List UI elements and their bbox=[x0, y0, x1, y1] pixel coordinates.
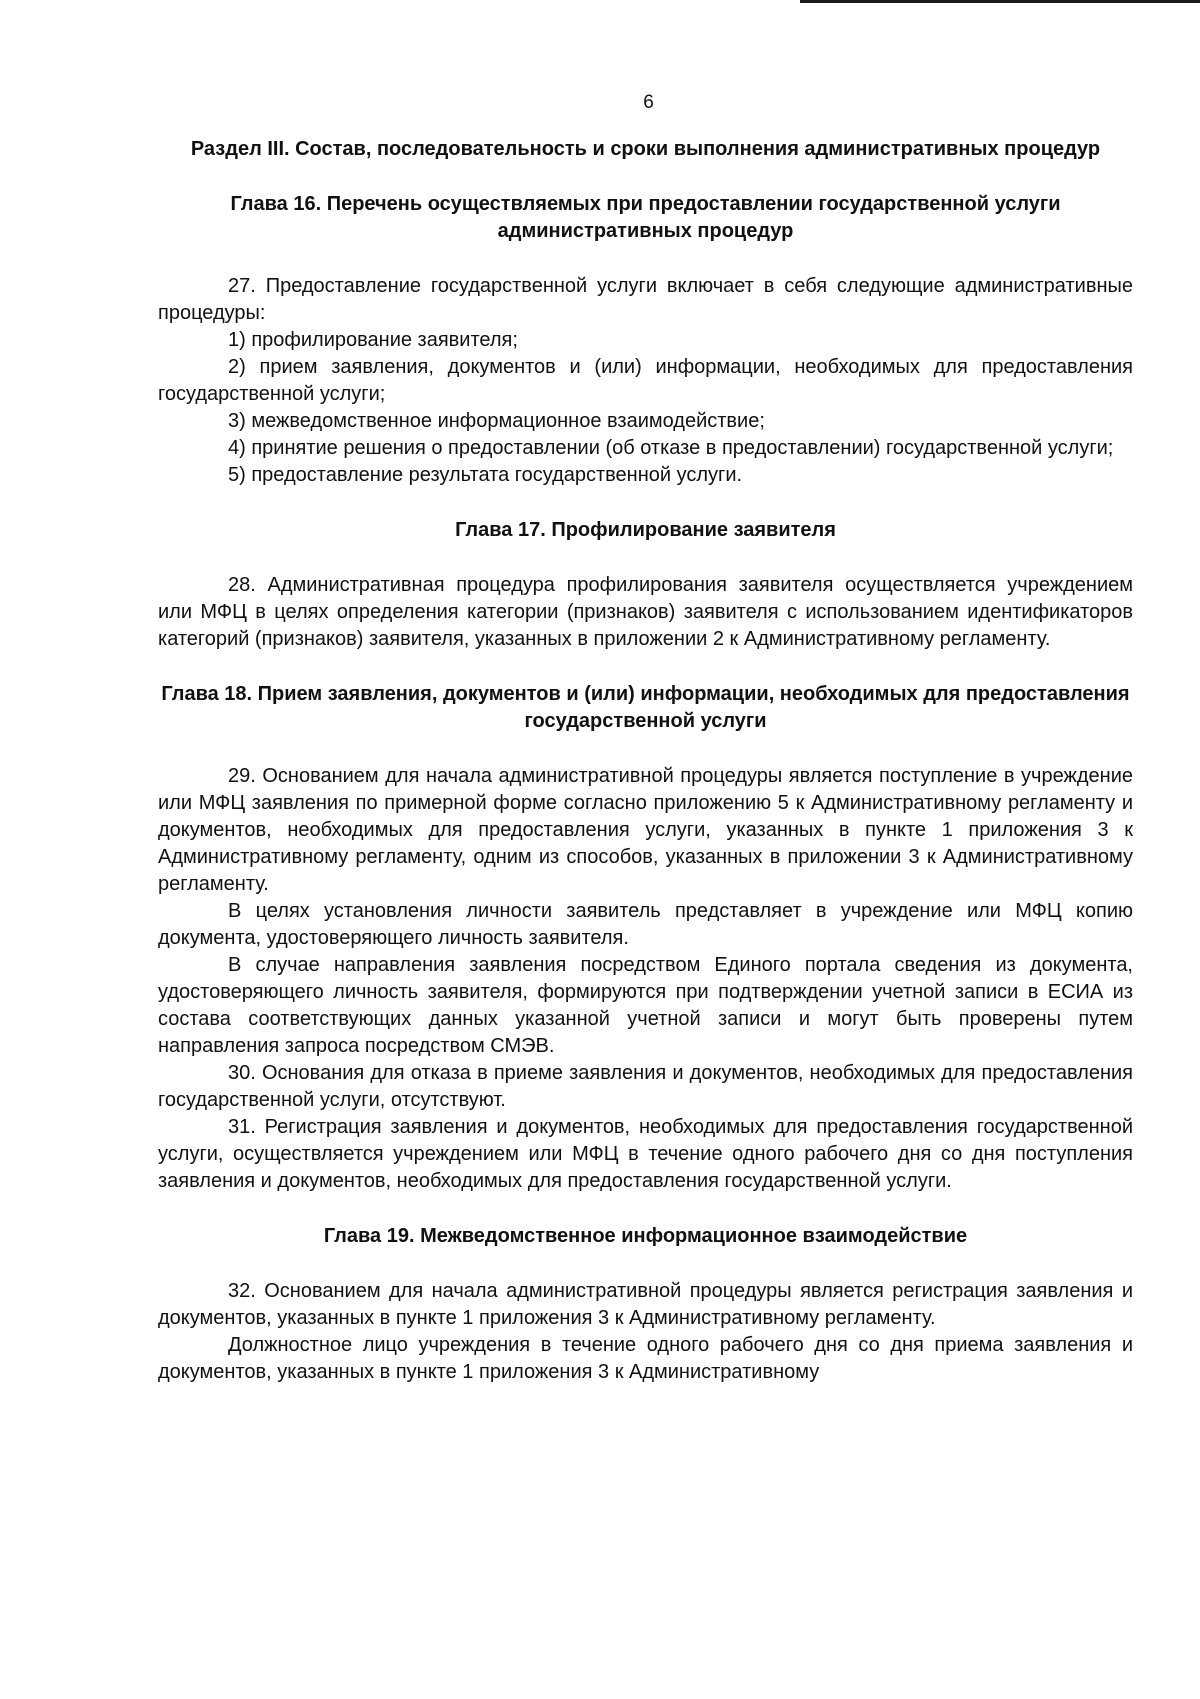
paragraph: В целях установления личности заявитель представляет в учреждение или МФЦ копию документа, удостоверяющего личность заявителя. bbox=[158, 900, 1133, 949]
list-item: 3) межведомственное информационное взаимодействие; bbox=[228, 410, 765, 432]
list-item: 4) принятие решения о предоставлении (об отказе в предоставлении) государственной услуги; bbox=[228, 437, 1114, 459]
paragraph-28: 28. Административная процедура профилирования заявителя осуществляется учреждением или МФЦ в целях определения категории (признаков) заявителя с использованием идентификаторов категорий (признаков) заявителя, указанных в приложении 2 к Административному регламенту. bbox=[158, 574, 1133, 650]
section-title: Раздел III. Состав, последовательность и сроки выполнения административных процедур bbox=[190, 138, 1101, 160]
paragraph-30: 30. Основания для отказа в приеме заявления и документов, необходимых для предоставления государственной услуги, отсутствуют. bbox=[158, 1062, 1133, 1111]
list-item: 5) предоставление результата государственной услуги. bbox=[228, 464, 743, 486]
chapter-19-body bbox=[158, 1278, 1133, 1386]
paragraph-32: 32. Основанием для начала административной процедуры является регистрация заявления и документов, указанных в пункте 1 приложения 3 к Административному регламенту. bbox=[158, 1280, 1133, 1329]
chapter-17-body bbox=[158, 572, 1133, 653]
chapter-18-body bbox=[158, 763, 1133, 1195]
scan-top-edge-line bbox=[800, 0, 1200, 3]
list-item: 1) профилирование заявителя; bbox=[228, 329, 518, 351]
chapter-16-body bbox=[158, 273, 1133, 489]
page-number: 6 bbox=[643, 92, 654, 113]
chapter-18-title: Глава 18. Прием заявления, документов и (или) информации, необходимых для предоставления государственной услуги bbox=[161, 683, 1130, 732]
list-item: 2) прием заявления, документов и (или) информации, необходимых для предоставления государственной услуги; bbox=[158, 356, 1133, 405]
chapter-17-title: Глава 17. Профилирование заявителя bbox=[455, 519, 836, 541]
chapter-19-title: Глава 19. Межведомственное информационное взаимодействие bbox=[323, 1225, 968, 1247]
paragraph-29: 29. Основанием для начала административной процедуры является поступление в учреждение или МФЦ заявления по примерной форме согласно приложению 5 к Административному регламенту и документов, необходимых для предоставления услуги, указанных в пункте 1 приложения 3 к Административному регламенту, одним из способов, указанных в приложении 3 к Административному регламенту. bbox=[158, 765, 1133, 895]
paragraph: Должностное лицо учреждения в течение одного рабочего дня со дня приема заявления и документов, указанных в пункте 1 приложения 3 к Административному bbox=[158, 1334, 1133, 1383]
chapter-16-title: Глава 16. Перечень осуществляемых при предоставлении государственной услуги административных процедур bbox=[230, 193, 1061, 242]
document-body bbox=[158, 136, 1133, 1386]
paragraph-27: 27. Предоставление государственной услуги включает в себя следующие административные процедуры: bbox=[158, 275, 1133, 324]
paragraph-31: 31. Регистрация заявления и документов, необходимых для предоставления государственной услуги, осуществляется учреждением или МФЦ в течение одного рабочего дня со дня поступления заявления и документов, необходимых для предоставления государственной услуги. bbox=[158, 1116, 1133, 1192]
paragraph: В случае направления заявления посредством Единого портала сведения из документа, удостоверяющего личность заявителя, формируются при подтверждении учетной записи в ЕСИА из состава соответствующих данных указанной учетной записи и могут быть проверены путем направления запроса посредством СМЭВ. bbox=[158, 954, 1133, 1057]
